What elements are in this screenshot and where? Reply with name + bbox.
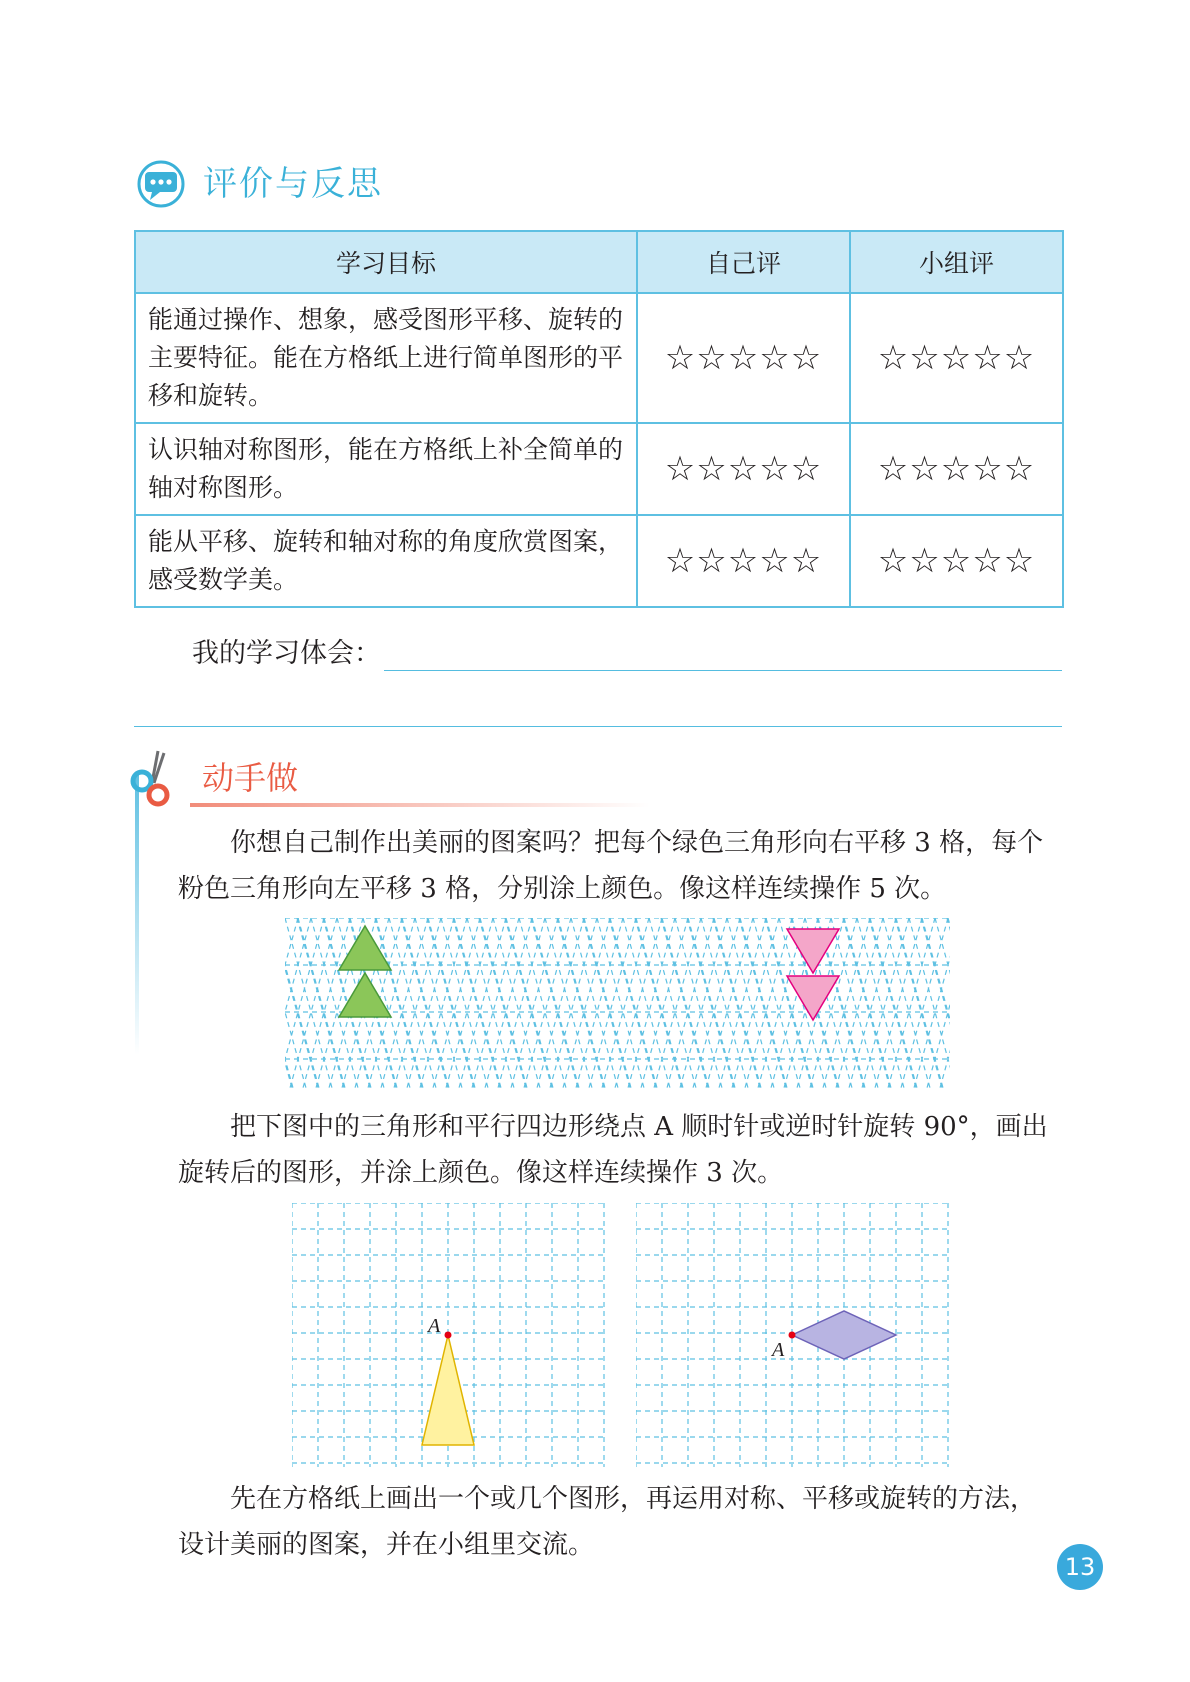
header-group-rating: 小组评 (850, 231, 1063, 293)
instruction-paragraph-rotate: 把下图中的三角形和平行四边形绕点 A 顺时针或逆时针旋转 90°，画出旋转后的图形，并涂上颜色。像这样连续操作 3 次。 (178, 1112, 1048, 1188)
square-grid-triangle-figure (292, 1203, 605, 1467)
hands-on-section-title: 动手做 (202, 759, 299, 797)
reflection-label: 我的学习体会： (192, 638, 381, 669)
rotation-point-a (789, 1332, 796, 1339)
reflection-line[interactable] (384, 670, 1062, 671)
table-row (135, 423, 1063, 515)
instruction-paragraph-translate: 你想自己制作出美丽的图案吗？把每个绿色三角形向右平移 3 格，每个粉色三角形向左平移 3 格，分别涂上颜色。像这样连续操作 5 次。 (178, 828, 1044, 904)
triangle-grid-figure (285, 918, 950, 1088)
page-number: 13 (1057, 1544, 1103, 1590)
header-self-rating: 自己评 (637, 231, 850, 293)
rotation-point-a (445, 1332, 452, 1339)
point-a-label: A (428, 1315, 441, 1337)
point-a-label: A (772, 1339, 785, 1361)
table-row (135, 293, 1063, 423)
yellow-triangle (422, 1335, 474, 1445)
goal-cell: 能从平移、旋转和轴对称的角度欣赏图案，感受数学美。 (135, 515, 637, 607)
evaluation-table (134, 230, 1064, 608)
goal-cell: 能通过操作、想象，感受图形平移、旋转的主要特征。能在方格纸上进行简单图形的平移和旋转。 (135, 293, 637, 423)
square-grid-rhombus-figure (636, 1203, 949, 1467)
goal-cell: 认识轴对称图形，能在方格纸上补全简单的轴对称图形。 (135, 423, 637, 515)
self-rating-stars[interactable]: ☆☆☆☆☆ (637, 423, 850, 515)
group-rating-stars[interactable]: ☆☆☆☆☆ (850, 515, 1063, 607)
group-rating-stars[interactable]: ☆☆☆☆☆ (850, 423, 1063, 515)
reflection-line[interactable] (134, 726, 1062, 727)
group-rating-stars[interactable]: ☆☆☆☆☆ (850, 293, 1063, 423)
self-rating-stars[interactable]: ☆☆☆☆☆ (637, 293, 850, 423)
instruction-paragraph-design: 先在方格纸上画出一个或几个图形，再运用对称、平移或旋转的方法，设计美丽的图案，并在小组里交流。 (178, 1484, 1037, 1560)
chat-bubble-icon (132, 160, 190, 210)
table-row (135, 515, 1063, 607)
self-rating-stars[interactable]: ☆☆☆☆☆ (637, 515, 850, 607)
section-side-bar (135, 775, 139, 1055)
scissors-icon (128, 745, 192, 809)
evaluation-section-title: 评价与反思 (203, 164, 383, 204)
triangle-grid-lines (285, 918, 950, 1088)
purple-rhombus (792, 1311, 896, 1359)
title-underline (190, 803, 650, 807)
table-header-row (135, 231, 1063, 293)
header-learning-goal: 学习目标 (135, 231, 637, 293)
